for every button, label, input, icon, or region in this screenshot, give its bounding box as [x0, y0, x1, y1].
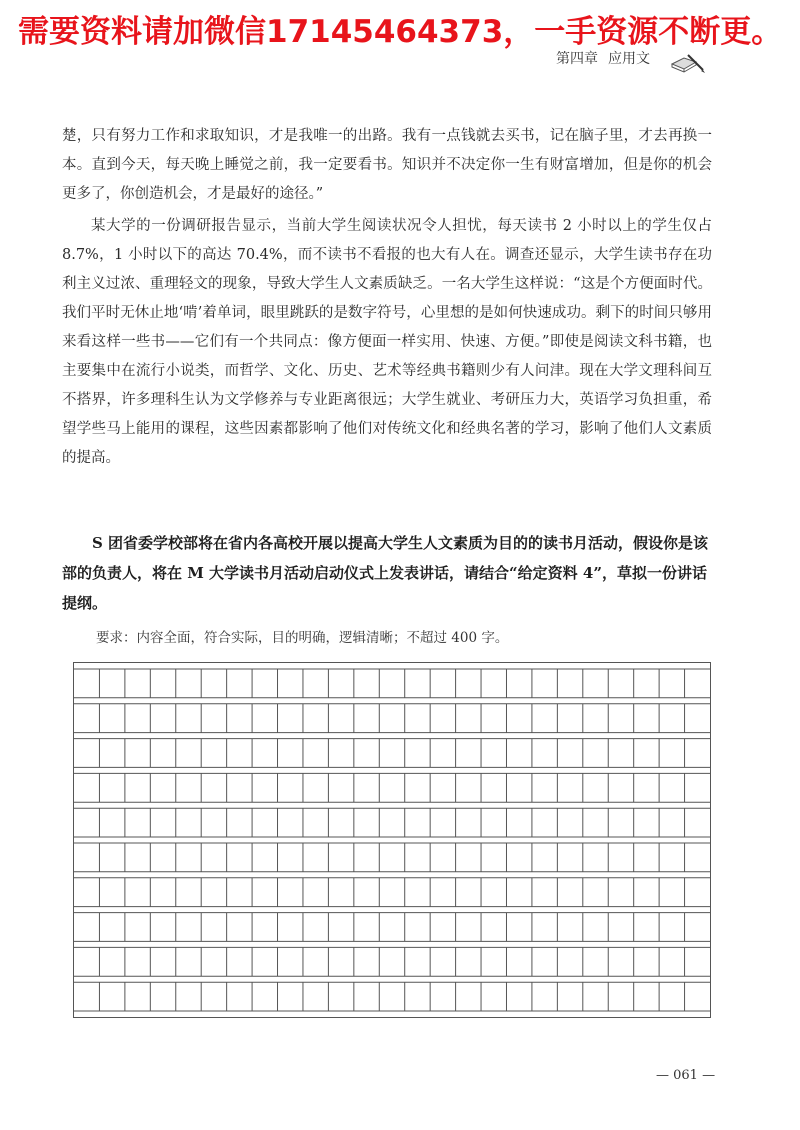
- body-paragraph-1: 楚，只有努力工作和求取知识，才是我唯一的出路。我有一点钱就去买书，记在脑子里，才去再换一本。直到今天，每天晚上睡觉之前，我一定要看书。知识并不决定你一生有财富增加，但是你的机会更多了，你创造机会，才是最好的途径。”: [62, 128, 712, 202]
- chapter-label: 第四章: [556, 51, 598, 67]
- requirement-note: 要求：内容全面，符合实际，目的明确，逻辑清晰；不超过 400 字。: [96, 630, 509, 646]
- page-number: — 061 —: [656, 1068, 716, 1083]
- running-header: [556, 48, 650, 68]
- body-paragraph-2: 某大学的一份调研报告显示，当前大学生阅读状况令人担忧，每天读书 2 小时以上的学生仅占 8.7%，1 小时以下的高达 70.4%，而不读书不看报的也大有人在。调查还显示，大学生读书存在功利主义过浓、重理轻文的现象，导致大学生人文素质缺乏。一名大学生这样说：“这是个方便面时代。我们平时无休止地‘啃’着单词，眼里跳跃的是数字符号，心里想的是如何快速成功。剩下的时间只够用来看这样一些书——它们有一个共同点：像方便面一样实用、快速、方便。”即使是阅读文科书籍，也主要集中在流行小说类，而哲学、文化、历史、艺术等经典书籍则少有人问津。现在大学文理科间互不搭界，许多理科生认为文学修养与专业距离很远；大学生就业、考研压力大，英语学习负担重，希望学些马上能用的课程，这些因素都影响了他们对传统文化和经典名著的学习，影响了他们人文素质的提高。: [62, 218, 712, 466]
- watermark-banner: 需要资料请加微信17145464373，一手资源不断更。: [18, 14, 783, 50]
- answer-grid[interactable]: [73, 662, 711, 1018]
- section-label: 应用文: [608, 51, 650, 67]
- task-prompt: S 团省委学校部将在省内各高校开展以提高大学生人文素质为目的的读书月活动，假设你是该部的负责人，将在 M 大学读书月活动启动仪式上发表讲话，请结合“给定资料 4”，草拟一份讲话提纲。: [62, 534, 709, 612]
- book-pen-icon: [670, 52, 706, 74]
